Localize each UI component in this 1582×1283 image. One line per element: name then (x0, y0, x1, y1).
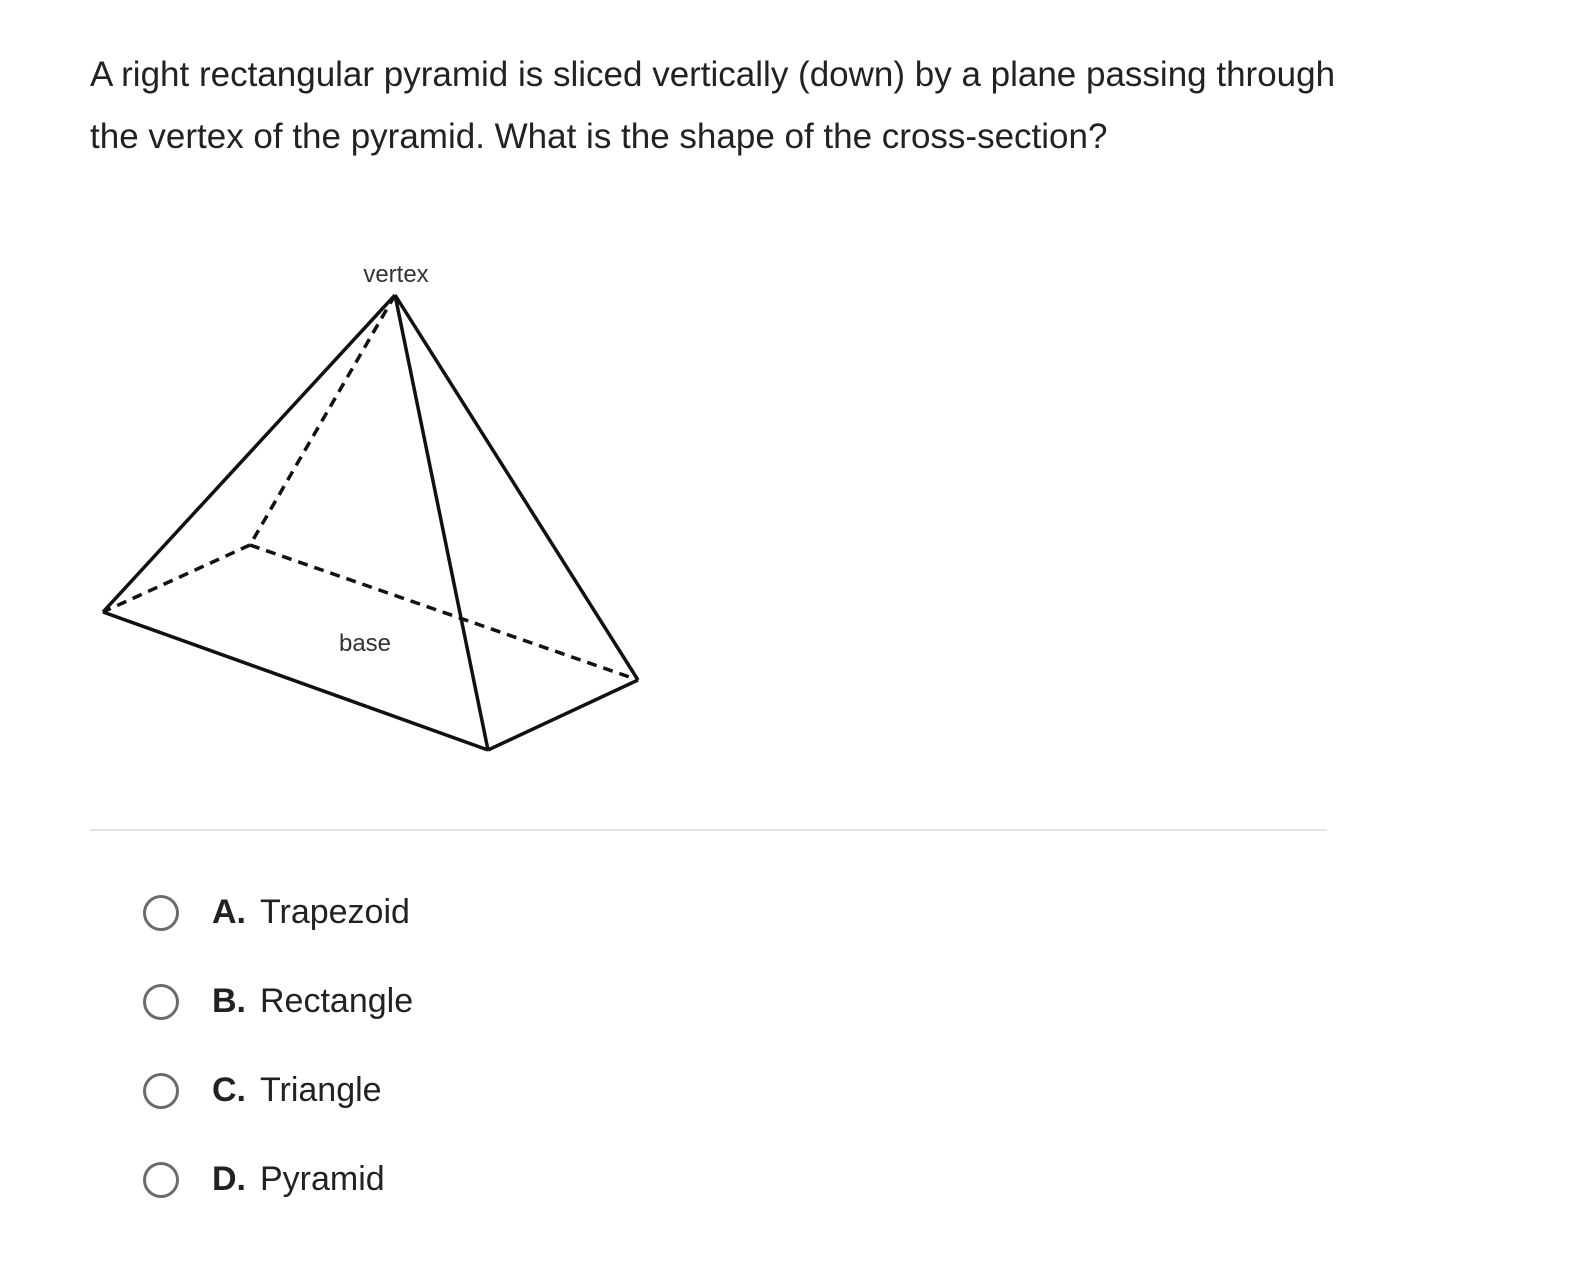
edge-apex-front (395, 295, 488, 750)
radio-button-c[interactable] (143, 1073, 179, 1109)
edge-base-front-left (103, 612, 488, 750)
option-c[interactable] (143, 1046, 413, 1135)
option-letter: A. (212, 893, 246, 931)
hidden-edges (103, 295, 638, 680)
edge-apex-right (395, 295, 638, 680)
hidden-edge-back-right (250, 545, 638, 680)
option-b[interactable] (143, 957, 413, 1046)
pyramid-figure (0, 0, 700, 800)
option-letter: D. (212, 1160, 246, 1198)
radio-button-b[interactable] (143, 984, 179, 1020)
option-label: Trapezoid (260, 893, 410, 931)
visible-edges (103, 295, 638, 750)
option-letter: C. (212, 1071, 246, 1109)
hidden-edge-back-left (103, 545, 250, 612)
radio-button-d[interactable] (143, 1162, 179, 1198)
vertex-label: vertex (363, 261, 429, 288)
answer-options (143, 868, 413, 1224)
edge-base-front-right (488, 680, 638, 750)
option-label: Triangle (260, 1071, 382, 1109)
radio-button-a[interactable] (143, 895, 179, 931)
option-d[interactable] (143, 1135, 413, 1224)
divider (90, 829, 1327, 831)
question-text: A right rectangular pyramid is sliced vertically (down) by a plane passing through the vertex of the pyramid. What is the shape of the cross-section? (90, 55, 1336, 156)
option-letter: B. (212, 982, 246, 1020)
option-a[interactable] (143, 868, 413, 957)
option-label: Rectangle (260, 982, 414, 1020)
edge-apex-left (103, 295, 395, 612)
base-label: base (338, 630, 392, 657)
option-label: Pyramid (260, 1160, 385, 1198)
hidden-edge-apex-to-back (250, 295, 395, 545)
